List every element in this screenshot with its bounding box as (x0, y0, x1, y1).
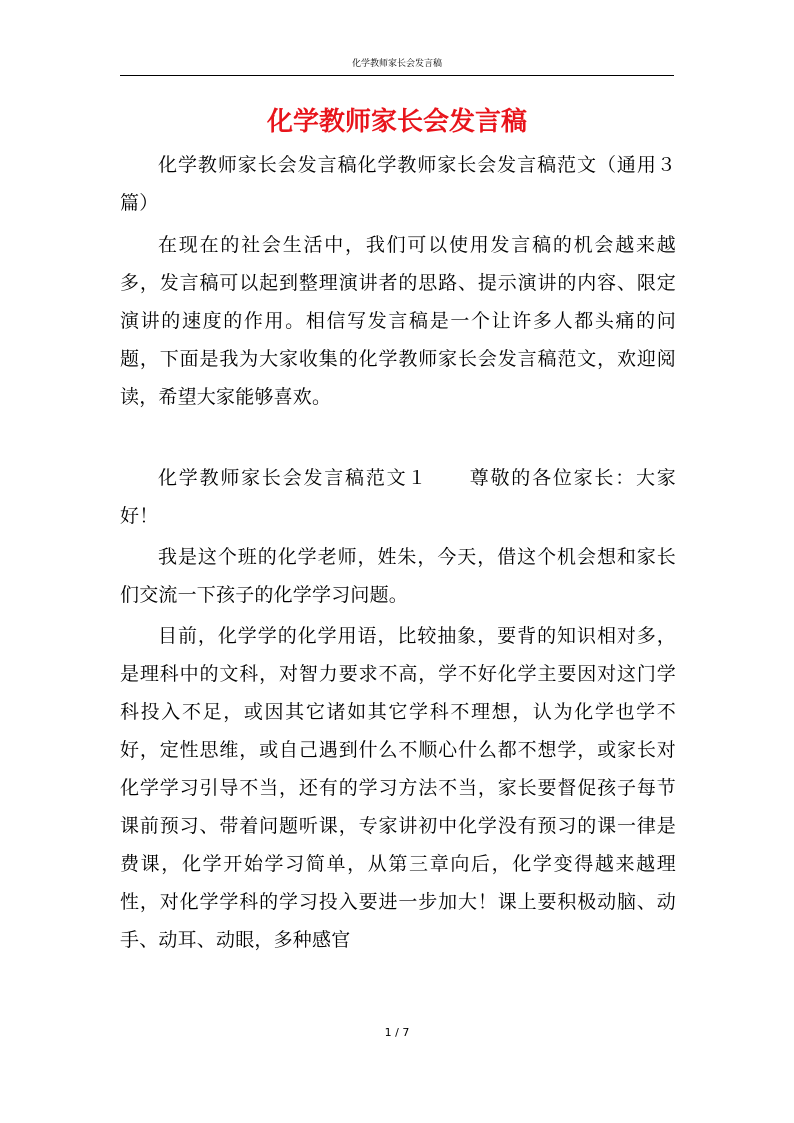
speech-heading-paragraph: 化学教师家长会发言稿范文１ 尊敬的各位家长：大家好！ (120, 467, 676, 527)
body-paragraph: 目前，化学学的化学用语，比较抽象，要背的知识相对多，是理科中的文科，对智力要求不高，学不好化学主要因对这门学科投入不足，或因其它诸如其它学科不理想，认为化学也学不好，定性思维，或自己遇到什么不顺心什么都不想学，或家长对化学学习引导不当，还有的学习方法不当，家长要督促孩子每节课前预习、带着问题听课，专家讲初中化学没有预习的课一律是费课，化学开始学习简单，从第三章向后，化学变得越来越理性，对化学学科的学习投入要进一步加大！课上要积极动脑、动手、动耳、动眼，多种感官 (120, 625, 676, 951)
page-number: 1 / 7 (384, 1026, 410, 1039)
document-title: 化学教师家长会发言稿 (266, 107, 527, 137)
running-header: 化学教师家长会发言稿 (351, 59, 442, 69)
document-body (120, 146, 676, 959)
body-paragraph: 我是这个班的化学老师，姓朱，今天，借这个机会想和家长们交流一下孩子的化学学习问题。 (120, 546, 676, 606)
body-paragraph: 在现在的社会生活中，我们可以使用发言稿的机会越来越多，发言稿可以起到整理演讲者的思路、提示演讲的内容、限定演讲的速度的作用。相信写发言稿是一个让许多人都头痛的问题，下面是我为大家收集的化学教师家长会发言稿范文，欢迎阅读，希望大家能够喜欢。 (120, 234, 676, 408)
intro-paragraph: 化学教师家长会发言稿化学教师家长会发言稿范文（通用３篇） (120, 154, 676, 214)
header-divider (120, 75, 674, 76)
